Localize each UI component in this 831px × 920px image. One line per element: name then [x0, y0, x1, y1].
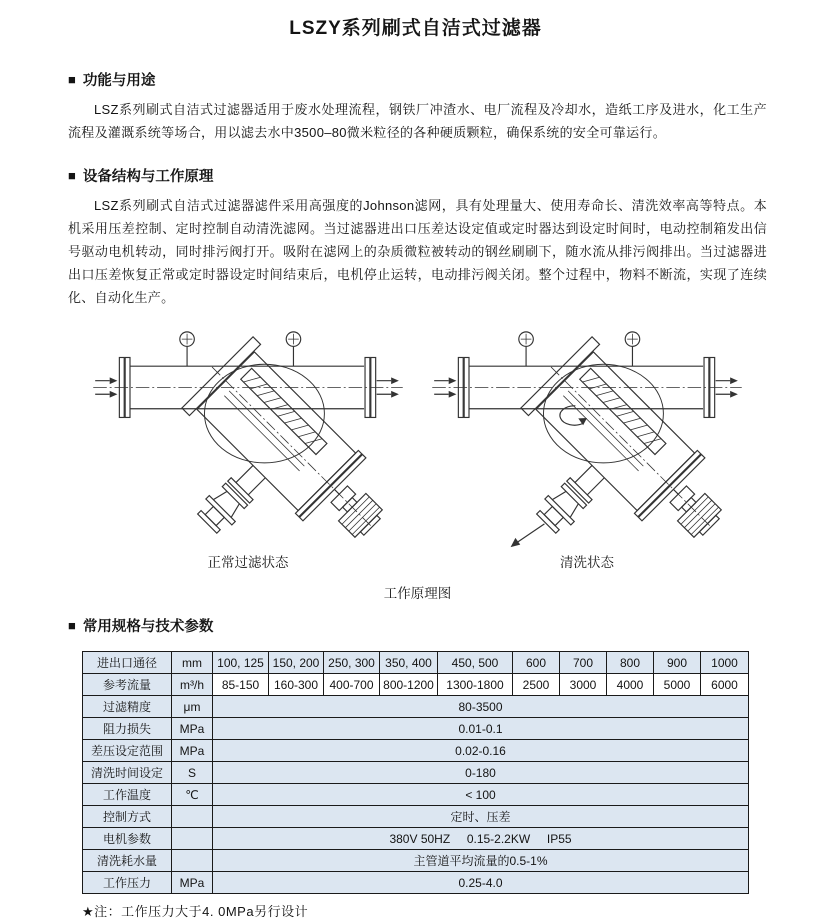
section-heading-text: 设备结构与工作原理 [82, 169, 214, 185]
figure-caption: 工作原理图 [383, 586, 452, 601]
spec-value-cell: 250, 300 [324, 652, 380, 674]
spec-value-cell: 150, 200 [269, 652, 324, 674]
spec-unit-cell: MPa [172, 872, 213, 894]
table-row [83, 872, 749, 894]
spec-unit-cell [172, 828, 213, 850]
table-row [83, 806, 749, 828]
spec-label-cell: 差压设定范围 [83, 740, 172, 762]
spec-value-cell: 800-1200 [380, 674, 438, 696]
spec-unit-cell [172, 806, 213, 828]
spec-value-cell: 700 [560, 652, 607, 674]
spec-value-cell: 100, 125 [213, 652, 269, 674]
table-row [83, 828, 749, 850]
section-heading-specs [68, 615, 767, 636]
spec-label-cell: 清洗时间设定 [83, 762, 172, 784]
figure-row [68, 313, 767, 571]
spec-unit-cell: ℃ [172, 784, 213, 806]
spec-value-cell: 900 [654, 652, 701, 674]
spec-value-cell: 5000 [654, 674, 701, 696]
spec-value-cell: 350, 400 [380, 652, 438, 674]
spec-label-cell: 参考流量 [83, 674, 172, 696]
spec-unit-cell: MPa [172, 718, 213, 740]
spec-value-cell: 1000 [701, 652, 749, 674]
table-row [83, 740, 749, 762]
spec-unit-cell: μm [172, 696, 213, 718]
spec-value-cell: 0.01-0.1 [213, 718, 749, 740]
spec-value-cell: 0.02-0.16 [213, 740, 749, 762]
paragraph-function: LSZ系列刷式自洁式过滤器适用于废水处理流程，钢铁厂冲渣水、电厂流程及冷却水，造纸工序及进水，化工生产流程及灌溉系统等场合，用以滤去水中3500–80微米粒径的各种硬质颗粒，确保系统的安全可靠运行。 [68, 102, 767, 140]
section-heading-structure [68, 165, 767, 186]
spec-value-cell: 160-300 [269, 674, 324, 696]
spec-value-cell: 450, 500 [438, 652, 513, 674]
spec-unit-cell: MPa [172, 740, 213, 762]
filter-diagram-normal-icon [87, 313, 409, 549]
spec-unit-cell [172, 850, 213, 872]
spec-unit-cell: m³/h [172, 674, 213, 696]
spec-value-cell: 3000 [560, 674, 607, 696]
specs-table [82, 651, 749, 894]
spec-value-cell: 2500 [513, 674, 560, 696]
table-row [83, 696, 749, 718]
spec-value-cell: 380V 50HZ 0.15-2.2KW IP55 [213, 828, 749, 850]
spec-value-cell: 80-3500 [213, 696, 749, 718]
spec-label-cell: 工作压力 [83, 872, 172, 894]
spec-value-cell: 1300-1800 [438, 674, 513, 696]
spec-value-cell: 主管道平均流量的0.5-1% [213, 850, 749, 872]
spec-label-cell: 清洗耗水量 [83, 850, 172, 872]
spec-label-cell: 阻力损失 [83, 718, 172, 740]
table-row [83, 762, 749, 784]
section-heading-function [68, 69, 767, 90]
spec-label-cell: 过滤精度 [83, 696, 172, 718]
paragraph-principle: LSZ系列刷式自洁式过滤器滤件采用高强度的Johnson滤网，具有处理量大、使用寿命长、清洗效率高等特点。本机采用压差控制、定时控制自动清洗滤网。当过滤器进出口压差达设定值或定时器达到设定时间时，电动控制箱发出信号驱动电机转动，同时排污阀打开。吸附在滤网上的杂质微粒被转动的钢丝刷刷下，随水流从排污阀排出。当过滤器进出口压差恢复正常或定时器设定时间结束后，电机停止运转，电动排污阀关闭。整个过程中，物料不断流，实现了连续化、自动化生产。 [68, 198, 767, 305]
section-heading-text: 功能与用途 [82, 73, 156, 89]
table-row-diameter [83, 652, 749, 674]
page-title: LSZY系列刷式自洁式过滤器 [289, 18, 542, 39]
spec-value-cell: 600 [513, 652, 560, 674]
spec-unit-cell: S [172, 762, 213, 784]
spec-label-cell: 控制方式 [83, 806, 172, 828]
footnote: ★注：工作压力大于4. 0MPa另行设计 [82, 904, 309, 919]
spec-label-cell: 进出口通径 [83, 652, 172, 674]
section-bullet-icon: ■ [68, 72, 76, 87]
spec-value-cell: 85-150 [213, 674, 269, 696]
section-heading-text: 常用规格与技术参数 [82, 619, 214, 635]
table-row [83, 850, 749, 872]
spec-value-cell: 800 [607, 652, 654, 674]
table-row [83, 784, 749, 806]
figure-label-normal: 正常过滤状态 [207, 555, 289, 570]
spec-value-cell: 4000 [607, 674, 654, 696]
section-bullet-icon: ■ [68, 618, 76, 633]
spec-value-cell: 6000 [701, 674, 749, 696]
spec-label-cell: 工作温度 [83, 784, 172, 806]
spec-value-cell: < 100 [213, 784, 749, 806]
spec-label-cell: 电机参数 [83, 828, 172, 850]
spec-unit-cell: mm [172, 652, 213, 674]
spec-value-cell: 0-180 [213, 762, 749, 784]
section-bullet-icon: ■ [68, 168, 76, 183]
spec-value-cell: 0.25-4.0 [213, 872, 749, 894]
filter-diagram-cleaning-icon [426, 313, 748, 549]
spec-value-cell: 400-700 [324, 674, 380, 696]
figure-label-cleaning: 清洗状态 [560, 555, 614, 570]
figure-cleaning [425, 313, 750, 571]
table-row-flow [83, 674, 749, 696]
spec-value-cell: 定时、压差 [213, 806, 749, 828]
discharge-arrow-icon [511, 524, 545, 547]
figure-normal [86, 313, 411, 571]
table-row [83, 718, 749, 740]
